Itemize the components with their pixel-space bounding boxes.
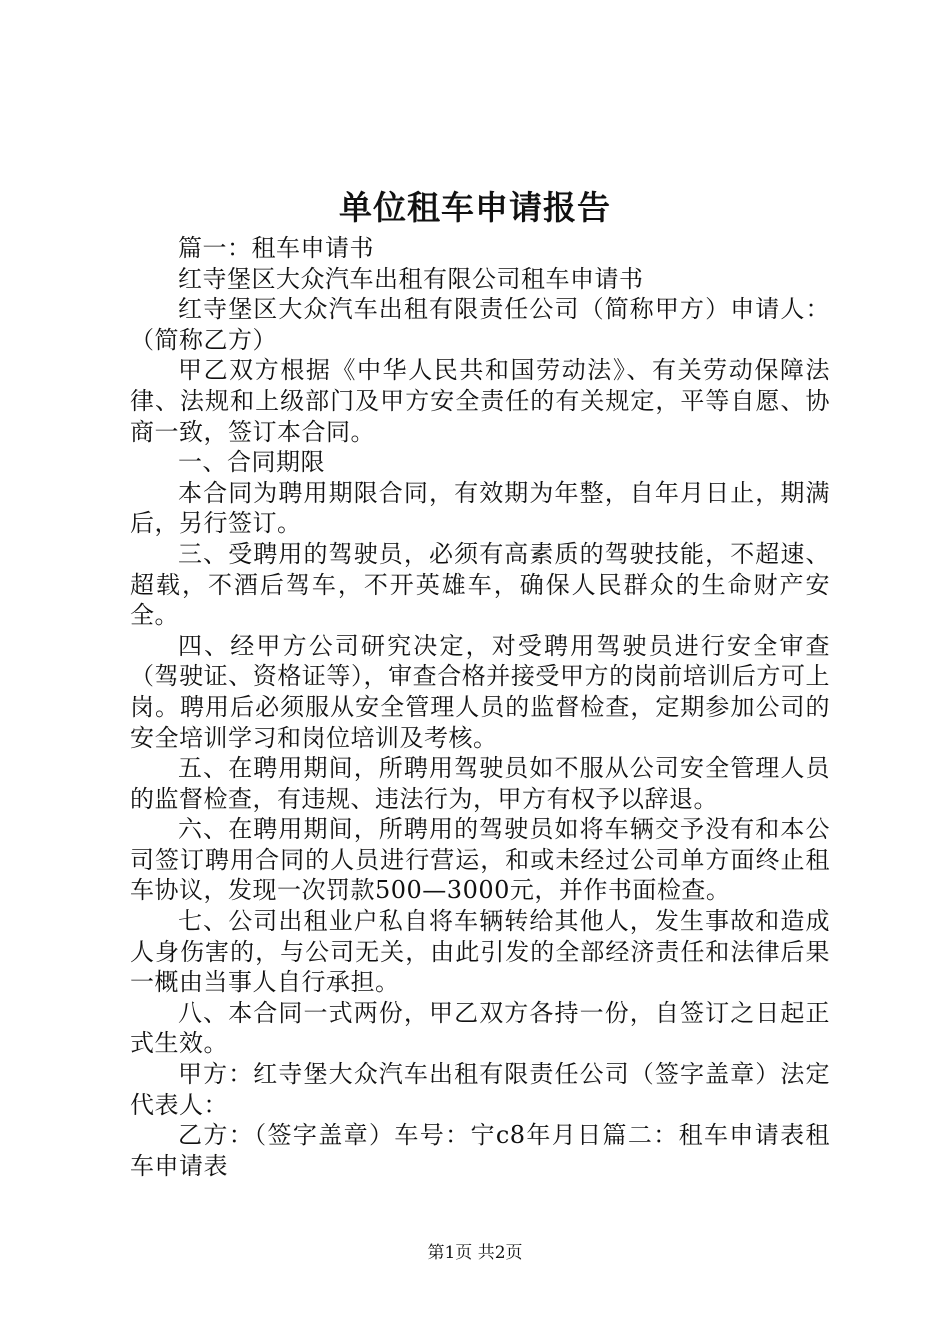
paragraph-clause-3: 三、受聘用的驾驶员，必须有高素质的驾驶技能，不超速、超载，不酒后驾车，不开英雄车，确保人民群众的生命财产安全。	[130, 539, 830, 630]
document-title: 单位租车申请报告	[339, 188, 611, 227]
paragraph-clause-7: 七、公司出租业户私自将车辆转给其他人，发生事故和造成人身伤害的，与公司无关，由此引发的全部经济责任和法律后果一概由当事人自行承担。	[130, 907, 830, 997]
paragraph-clause-4: 四、经甲方公司研究决定，对受聘用驾驶员进行安全审查（驾驶证、资格证等），审查合格并接受甲方的岗前培训后方可上岗。聘用后必须服从安全管理人员的监督检查，定期参加公司的安全培训学习和岗位培训及考核。	[130, 631, 830, 752]
paragraph-section-heading-1: 篇一：租车申请书	[178, 234, 374, 262]
document-body	[130, 233, 830, 1181]
paragraph-clause-8: 八、本合同一式两份，甲乙双方各持一份，自签订之日起正式生效。	[130, 998, 830, 1058]
paragraph-party-b-signature: 乙方：（签字盖章）车号：宁c8年月日篇二：租车申请表租车申请表	[130, 1121, 830, 1180]
page-number-footer: 第1页 共2页	[427, 1243, 523, 1263]
paragraph-party-a-signature: 甲方：红寺堡大众汽车出租有限责任公司（签字盖章）法定代表人：	[130, 1060, 830, 1119]
paragraph-clause-1-heading: 一、合同期限	[178, 448, 325, 477]
paragraph-clause-5: 五、在聘用期间，所聘用驾驶员如不服从公司安全管理人员的监督检查，有违规、违法行为，甲方有权予以辞退。	[130, 754, 830, 813]
paragraph-contract-term: 本合同为聘用期限合同，有效期为年整，自年月日止，期满后，另行签订。	[130, 478, 830, 538]
paragraph-preamble: 甲乙双方根据《中华人民共和国劳动法》、有关劳动保障法律、法规和上级部门及甲方安全责任的有关规定，平等自愿、协商一致，签订本合同。	[130, 356, 830, 446]
paragraph-parties: 红寺堡区大众汽车出租有限责任公司（简称甲方）申请人：（简称乙方）	[130, 295, 830, 354]
paragraph-clause-6: 六、在聘用期间，所聘用的驾驶员如将车辆交予没有和本公司签订聘用合同的人员进行营运，和或未经过公司单方面终止租车协议，发现一次罚款500—3000元，并作书面检查。	[130, 815, 830, 905]
paragraph-application-title: 红寺堡区大众汽车出租有限公司租车申请书	[178, 264, 644, 293]
